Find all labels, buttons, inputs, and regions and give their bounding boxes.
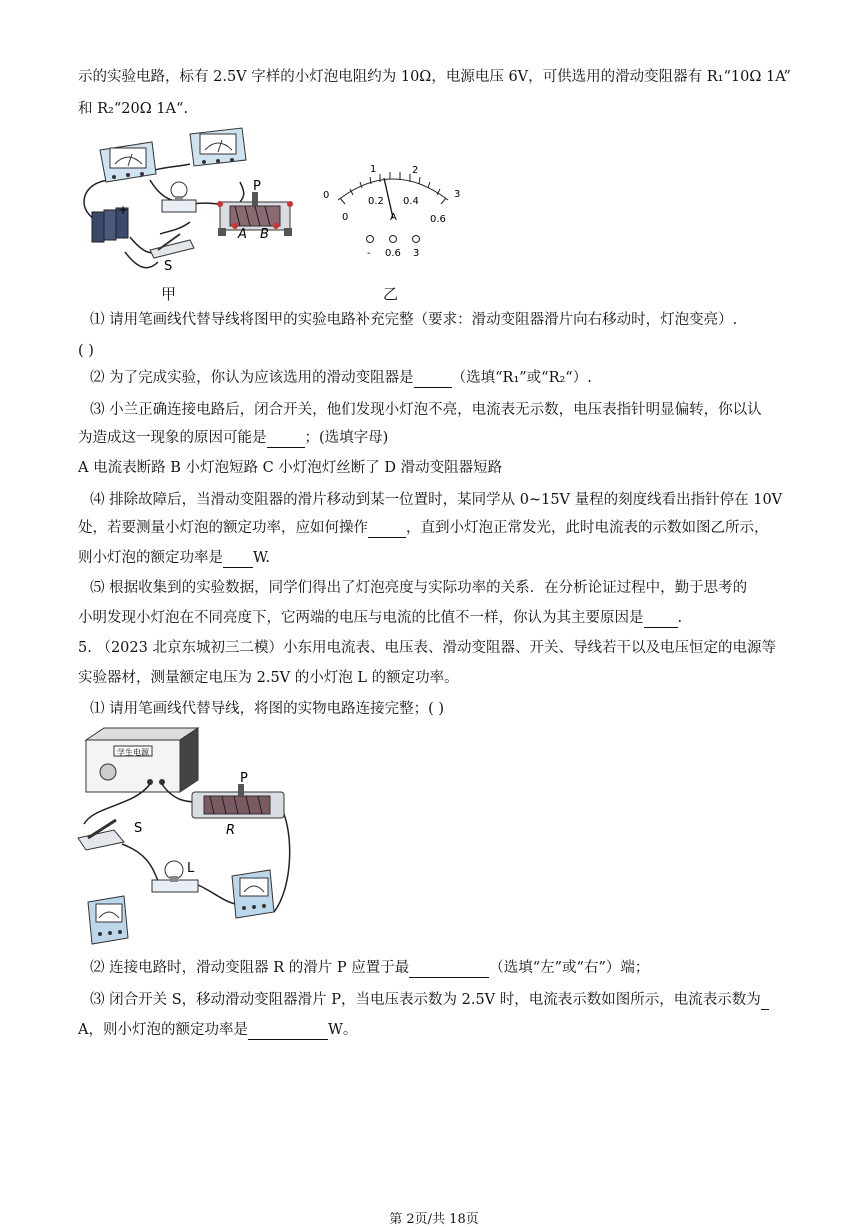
label-S: S xyxy=(164,259,173,274)
q5-part2 xyxy=(90,958,649,978)
q4-part3-text: 为造成这一现象的原因可能是 xyxy=(78,430,267,446)
wire xyxy=(196,884,236,904)
q5-part2-tail: （选填“左”或“右”）端； xyxy=(489,960,650,976)
answer-blank[interactable] xyxy=(644,611,678,628)
q4-part1-answer: ( ) xyxy=(78,343,94,359)
plus-sign: + xyxy=(118,203,129,217)
terminal-icon xyxy=(390,236,397,243)
answer-blank[interactable] xyxy=(267,431,305,448)
q5-heading-line1: 5. （2023 北京东城初三二模）小东用电流表、电压表、滑动变阻器、开关、导线若干以及电压恒定的电源等 xyxy=(78,640,776,656)
terminal-label-0.6: 0.6 xyxy=(385,248,401,259)
label-B: B xyxy=(260,227,269,242)
unit-label: A xyxy=(390,212,397,223)
q4-part4-text2: 则小灯泡的额定功率是 xyxy=(78,550,223,566)
q5-part3-text2: A，则小灯泡的额定功率是 xyxy=(78,1022,248,1038)
tick-label-top-1: 1 xyxy=(370,164,377,175)
tick-label-bottom-3: 0.6 xyxy=(430,214,446,225)
tick-label-bottom-2: 0.4 xyxy=(403,196,419,207)
label-L: L xyxy=(187,861,195,876)
q5-part3-line2 xyxy=(78,1020,357,1040)
q4-part2 xyxy=(90,368,592,388)
tick-label-bottom-0: 0 xyxy=(342,212,349,223)
q5-part2-text: ⑵ 连接电路时，滑动变阻器 R 的滑片 P 应置于最 xyxy=(90,960,410,976)
tick-label-top-0: 0 xyxy=(323,190,330,201)
q4-part3-tail: ；(选填字母) xyxy=(304,430,389,446)
answer-blank[interactable] xyxy=(248,1023,328,1040)
q4-part5-text: 小明发现小灯泡在不同亮度下，它两端的电压与电流的比值不一样，你认为其主要原因是 xyxy=(78,610,644,626)
intro-line-2: 和 R₂“20Ω 1A“. xyxy=(78,101,189,117)
switch-icon xyxy=(78,820,124,850)
rheostat-icon xyxy=(217,192,293,236)
ammeter-icon xyxy=(232,870,274,918)
q5-part3-text: ⑶ 闭合开关 S，移动滑动变阻器滑片 P，当电压表示数为 2.5V 时，电流表示数如图所示，电流表示数为 xyxy=(90,992,761,1008)
q4-part1: ⑴ 请用笔画线代替导线将图甲的实验电路补充完整（要求：滑动变阻器滑片向右移动时，灯泡变亮）. xyxy=(90,312,738,328)
label-A: A xyxy=(238,227,247,242)
ammeter-icon xyxy=(100,142,156,182)
label-P: P xyxy=(253,179,261,194)
q5-heading-line2: 实验器材，测量额定电压为 2.5V 的小灯泡 L 的额定功率。 xyxy=(78,670,459,686)
q4-part4-mid: ，直到小灯泡正常发光，此时电流表的示数如图乙所示， xyxy=(406,520,769,536)
wire xyxy=(240,182,244,202)
q4-part5-tail: . xyxy=(677,610,683,626)
terminal-icon xyxy=(367,236,374,243)
caption-jia: 甲 xyxy=(161,285,177,303)
q4-options: A 电流表断路 B 小灯泡短路 C 小灯泡灯丝断了 D 滑动变阻器短路 xyxy=(78,460,503,476)
q4-part4-line3 xyxy=(78,548,270,568)
answer-blank[interactable] xyxy=(414,371,452,388)
answer-blank[interactable] xyxy=(409,961,489,978)
rheostat-icon xyxy=(192,784,284,818)
q5-part1: ⑴ 请用笔画线代替导线，将图的实物电路连接完整；( ) xyxy=(90,701,445,717)
tick-label-top-2: 2 xyxy=(412,165,419,176)
voltmeter-icon xyxy=(190,128,246,166)
page-footer: 第 2页/共 18页 xyxy=(389,1212,479,1227)
power-supply-icon xyxy=(86,728,198,792)
terminal-icon xyxy=(413,236,420,243)
answer-blank[interactable] xyxy=(223,551,253,568)
circuit-figure-q5 xyxy=(74,726,304,948)
q4-part4-line1: ⑷ 排除故障后，当滑动变阻器的滑片移动到某一位置时，某同学从 0~15V 量程的刻度线看出指针停在 10V xyxy=(90,492,783,508)
q4-part2-tail: （选填“R₁”或“R₂“）. xyxy=(451,370,592,386)
label-S: S xyxy=(134,821,143,836)
q4-part5-line1: ⑸ 根据收集到的实验数据，同学们得出了灯泡亮度与实际功率的关系．在分析论证过程中，勤于思考的 xyxy=(90,580,748,596)
q5-part3-tail: W。 xyxy=(327,1022,358,1038)
answer-blank[interactable] xyxy=(761,993,769,1010)
q4-part4-tail: W. xyxy=(253,550,270,566)
q4-part2-text: ⑵ 为了完成实验，你认为应该选用的滑动变阻器是 xyxy=(90,370,414,386)
ammeter-dial-figure xyxy=(318,160,468,265)
circuit-figure-jia xyxy=(70,122,320,302)
caption-yi: 乙 xyxy=(383,285,399,303)
terminal-label-minus: - xyxy=(367,248,371,259)
intro-line-1: 示的实验电路，标有 2.5V 字样的小灯泡电阻约为 10Ω，电源电压 6V，可供选用的滑动变阻器有 R₁“10Ω 1A” xyxy=(78,69,791,85)
wire xyxy=(160,222,190,234)
bulb-icon xyxy=(162,182,196,212)
answer-blank[interactable] xyxy=(368,521,406,538)
q4-part4-line2 xyxy=(78,518,769,538)
switch-icon xyxy=(150,234,194,258)
scale-arc xyxy=(338,179,448,200)
q4-part4-text: 处，若要测量小灯泡的额定功率，应如何操作 xyxy=(78,520,368,536)
wire xyxy=(274,804,290,912)
label-P: P xyxy=(240,771,248,786)
tick-label-bottom-1: 0.2 xyxy=(368,196,384,207)
power-supply-label: 学生电源 xyxy=(117,748,149,757)
tick-label-top-3: 3 xyxy=(454,189,461,200)
battery-icon xyxy=(92,203,128,242)
label-R: R xyxy=(226,823,236,838)
q4-part5-line2 xyxy=(78,608,682,628)
q4-part3-line2 xyxy=(78,428,388,448)
terminal-label-3: 3 xyxy=(413,248,420,259)
q4-part3-line1: ⑶ 小兰正确连接电路后，闭合开关，他们发现小灯泡不亮，电流表无示数，电压表指针明显偏转，你以认 xyxy=(90,402,762,418)
q5-part3-line1 xyxy=(90,990,769,1010)
voltmeter-icon xyxy=(88,896,128,944)
wire xyxy=(122,844,159,882)
